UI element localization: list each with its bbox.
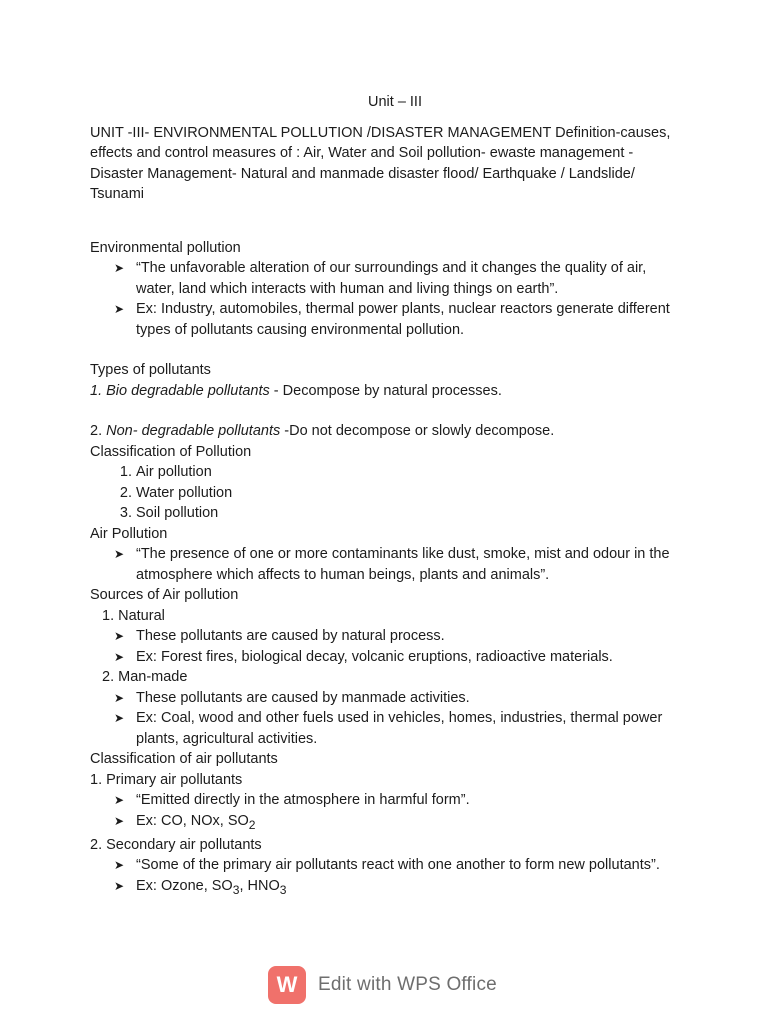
list-item (114, 811, 680, 835)
list-item: ➤ These pollutants are caused by natural process. (114, 626, 680, 647)
unit-heading: UNIT -III- ENVIRONMENTAL POLLUTION /DISASTER MANAGEMENT Definition-causes, effects and control measures of : Air, Water and Soil pollution- ewaste management - Disaster Management- Natural and manmade disaster flood/ Earthquake / Landslide/ Tsunami (90, 124, 671, 202)
bio-degradable-label: 1. Bio degradable pollutants (90, 382, 270, 399)
secondary-pollutants-label: 2. Secondary air pollutants (90, 836, 262, 853)
list-item (114, 876, 680, 900)
list-item: ➤ Ex: Industry, automobiles, thermal power plants, nuclear reactors generate different types of pollutants causing environmental pollution. (114, 299, 680, 340)
secondary-example-text-a: Ex: Ozone, SO (136, 877, 233, 894)
section-heading-types-of-pollutants: Types of pollutants (90, 362, 211, 378)
env-bullet-list (90, 258, 680, 340)
list-item: 2. Water pollution (136, 483, 680, 504)
list-item: ➤ These pollutants are caused by manmade activities. (114, 688, 680, 709)
secondary-bullet-list (90, 855, 680, 900)
list-item: ➤ Ex: Forest fires, biological decay, volcanic eruptions, radioactive materials. (114, 647, 680, 668)
section-heading-air-pollution: Air Pollution (90, 525, 168, 542)
section-heading-sources-of-air-pollution: Sources of Air pollution (90, 587, 239, 603)
classification-list (90, 462, 680, 524)
non-degradable-line (90, 421, 680, 442)
wps-logo-icon: W (268, 966, 306, 1004)
page-title: Unit – III (368, 94, 422, 110)
list-item: ➤ “The presence of one or more contaminants like dust, smoke, mist and odour in the atmosphere which affects to human beings, plants and animals”. (114, 544, 680, 585)
section-heading-environmental-pollution: Environmental pollution (90, 239, 241, 256)
section-heading-classification-of-air-pollutants: Classification of air pollutants (90, 751, 278, 767)
secondary-example-subscript-2: 3 (279, 882, 287, 897)
list-item: 1. Air pollution (136, 462, 680, 483)
list-item: ➤ “Emitted directly in the atmosphere in harmful form”. (114, 790, 680, 811)
manmade-bullet-list (90, 688, 680, 750)
natural-bullet-list (90, 626, 680, 667)
non-degradable-prefix: 2. (90, 423, 107, 439)
primary-example-text: Ex: CO, NOx, SO (136, 812, 249, 829)
source-natural-label: 1. Natural (102, 607, 165, 624)
edit-with-wps-button[interactable] (268, 965, 497, 1005)
list-item: 3. Soil pollution (136, 503, 680, 524)
secondary-example-subscript-1: 3 (232, 882, 240, 897)
bio-degradable-text: - Decompose by natural processes. (269, 382, 502, 399)
bio-degradable-line (90, 381, 680, 402)
list-item: ➤ Ex: Coal, wood and other fuels used in vehicles, homes, industries, thermal power plants, agricultural activities. (114, 708, 680, 749)
air-bullet-list (90, 544, 680, 585)
non-degradable-text: -Do not decompose or slowly decompose. (280, 423, 555, 439)
secondary-example-text-b: , HNO (239, 877, 280, 894)
list-item: ➤ “The unfavorable alteration of our surroundings and it changes the quality of air, water, land which interacts with human and living things on earth”. (114, 258, 680, 299)
primary-bullet-list (90, 790, 680, 835)
primary-example-subscript: 2 (248, 817, 256, 832)
primary-pollutants-label: 1. Primary air pollutants (90, 771, 243, 788)
list-item: ➤ “Some of the primary air pollutants react with one another to form new pollutants”. (114, 855, 680, 876)
wps-label: Edit with WPS Office (318, 973, 497, 995)
document-page (90, 92, 680, 900)
source-manmade-label: 2. Man-made (102, 669, 188, 685)
section-heading-classification-of-pollution: Classification of Pollution (90, 443, 252, 460)
non-degradable-label: Non- degradable pollutants (106, 423, 281, 439)
